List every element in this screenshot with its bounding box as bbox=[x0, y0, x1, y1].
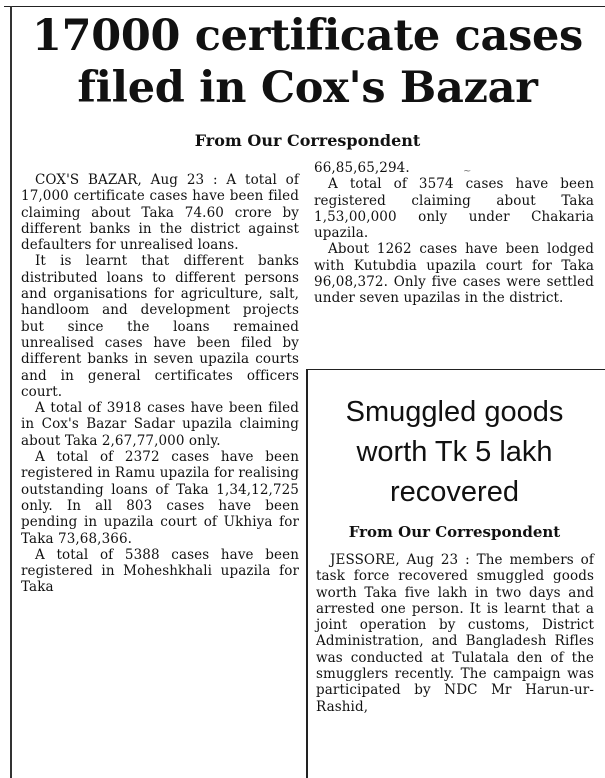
section-divider bbox=[306, 369, 605, 370]
second-byline: From Our Correspondent bbox=[348, 523, 561, 541]
paragraph: A total of 3918 cases have been filed in Cox's Bazar Sadar upazila claiming about Taka 2,67,77,000 only. bbox=[21, 400, 299, 449]
second-article-column bbox=[316, 552, 594, 715]
paragraph: JESSORE, Aug 23 : The members of task force recovered smuggled goods worth Taka five lakh in two days and arrested one person. It is learnt that a joint operation by customs, District Administration, and Bangladesh Rifles was conducted at Tulatala den of the smugglers recently. The campaign was participated by NDC Mr Harun-ur-Rashid, bbox=[316, 552, 594, 715]
paragraph: A total of 3574 cases have been registered claiming about Taka 1,53,00,000 only under Chakaria upazila. bbox=[314, 176, 594, 242]
left-rule bbox=[10, 6, 12, 778]
paragraph: About 1262 cases have been lodged with Kutubdia upazila court for Taka 96,08,372. Only five cases were settled under seven upazilas in the district. bbox=[314, 241, 594, 307]
paragraph: COX'S BAZAR, Aug 23 : A total of 17,000 certificate cases have been filed claiming about Taka 74.60 crore by different banks in the district against defaulters for unrealised loans. bbox=[21, 172, 299, 254]
print-speck: ~ bbox=[463, 166, 472, 177]
main-headline: 17000 certificate cases filed in Cox's Bazar bbox=[32, 11, 583, 113]
top-rule bbox=[4, 6, 605, 7]
paragraph: A total of 2372 cases have been registered in Ramu upazila for realising outstanding loans of Taka 1,34,12,725 only. In all 803 cases have been pending in upazila court of Ukhiya for Taka 73,68,366. bbox=[21, 449, 299, 547]
second-headline: Smuggled goods worth Tk 5 lakh recovered bbox=[345, 396, 564, 508]
paragraph: A total of 5388 cases have been registered in Moheshkhali upazila for Taka bbox=[21, 546, 299, 596]
paragraph: 66,85,65,294. bbox=[314, 160, 410, 176]
paragraph: It is learnt that different banks distributed loans to different persons and organisations for agriculture, salt, handloom and development projects but since the loans remained unrealised cases have been filed by different banks in seven upazila courts and in general certificates officers court. bbox=[21, 253, 299, 400]
column-divider bbox=[306, 369, 308, 778]
main-article-column-2 bbox=[314, 160, 594, 307]
main-article-column-1 bbox=[21, 172, 299, 596]
main-byline: From Our Correspondent bbox=[194, 131, 421, 150]
